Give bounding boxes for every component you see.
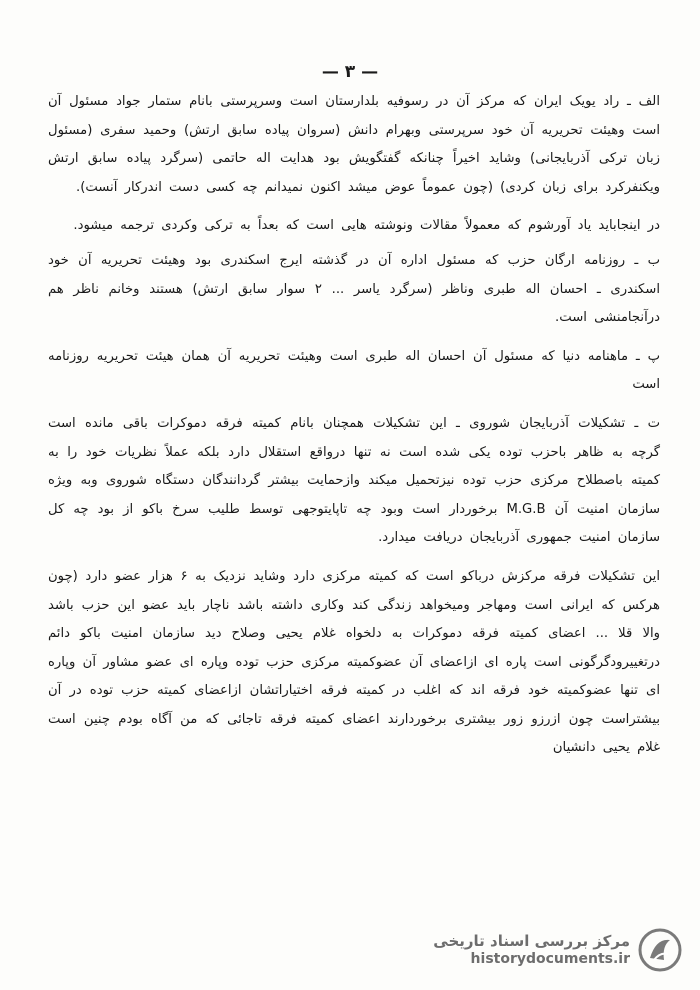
archive-logo-icon xyxy=(638,928,682,972)
document-body xyxy=(48,88,660,773)
page-number: — ۳ — xyxy=(321,62,379,82)
watermark-url: historydocuments.ir xyxy=(470,950,630,967)
paragraph-organization: این تشکیلات فرقه مرکزش درباکو است که کمیته مرکزی دارد وشاید نزدیک به ۶ هزار عضو دارد (چون هرکس که ایرانی است ومهاجر ومیخواهد زندگی کند وکاری داشته باشد ناچار باید عضو این حزب باشد والا قلا ... اعضای کمیته فرقه دموکرات به دلخواه غلام یحیی وصلاح دید سازمان امنیت باکو دائم درتغییرودگرگونی است پاره ای ازاعضای آن عضوکمیته مرکزی حزب توده وپاره ای عضو مشاور آن وپاره ای تنها عضوکمیته خود فرقه اند که اغلب در کمیته فرقه اختیاراتشان ازاعضای کمیته حزب توده در آن بیشتراست چون ازرزو زور بیشتری برخوردارند اعضای کمیته فرقه تاجائی که من آگاه بودم چنین است غلام یحیی دانشیان xyxy=(48,568,660,756)
paragraph-alef: الف ـ راد یویک ایران که مرکز آن در رسوفیه بلدارستان است وسرپرستی بانام ستمار جواد مسئول آن است وهیئت تحریریه آن خود سرپرستی وبهرام دانش (سروان پیاده سابق ارتش) وحمید سفری (مسئول زبان ترکی آذربایجانی) وشاید اخیراً چنانکه گفتگویش بود هدایت اله حاتمی (سرگرد پیاده سابق ارتش ویکنفرکرد برای زبان کردی) (چون عموماً عوض میشد اکنون نمیدانم چه کسی دست اندرکار آنست). xyxy=(48,94,660,195)
watermark-text xyxy=(433,933,630,966)
paragraph-be: ب ـ روزنامه ارگان حزب که مسئول اداره آن در گذشته ایرج اسکندری بود وهیئت تحریریه آن خود اسکندری ـ احسان اله طبری وناظر (سرگرد یاسر ... ۲ سوار سابق ارتش) هستند وخانم ناظر هم درآنجامنشی است. xyxy=(48,252,660,326)
archive-watermark xyxy=(412,926,682,974)
paragraph-pe: پ ـ ماهنامه دنیا که مسئول آن احسان اله طبری است وهیئت تحریریه آن همان هیئت تحریریه روزنامه است xyxy=(48,348,660,393)
watermark-title: مرکز بررسی اسناد تاریخی xyxy=(433,932,630,951)
paragraph-te: ت ـ تشکیلات آذربایجان شوروی ـ این تشکیلات همچنان بانام کمیته فرقه دموکرات باقی مانده است گرچه به ظاهر باحزب توده یکی شده است نه تنها درواقع استقلال دارد بلکه عملاً نظریات خود را به کمیته باصطلاح مرکزی حزب توده نیزتحمیل میکند وازحمایت بیشتر گردانندگان دستگاه شوروی وبه ویژه سازمان امنیت آن M.G.B برخوردار است وبود چه تاپایتوجهی توسط طلیب سرخ باکو از بود چه کل سازمان امنیت جمهوری آذربایجان دریافت میدارد. xyxy=(48,415,660,546)
paragraph-note: در اینجاباید یاد آورشوم که معمولاً مقالات ونوشته هایی است که بعداً به ترکی وکردی ترجمه میشود. xyxy=(73,218,660,234)
